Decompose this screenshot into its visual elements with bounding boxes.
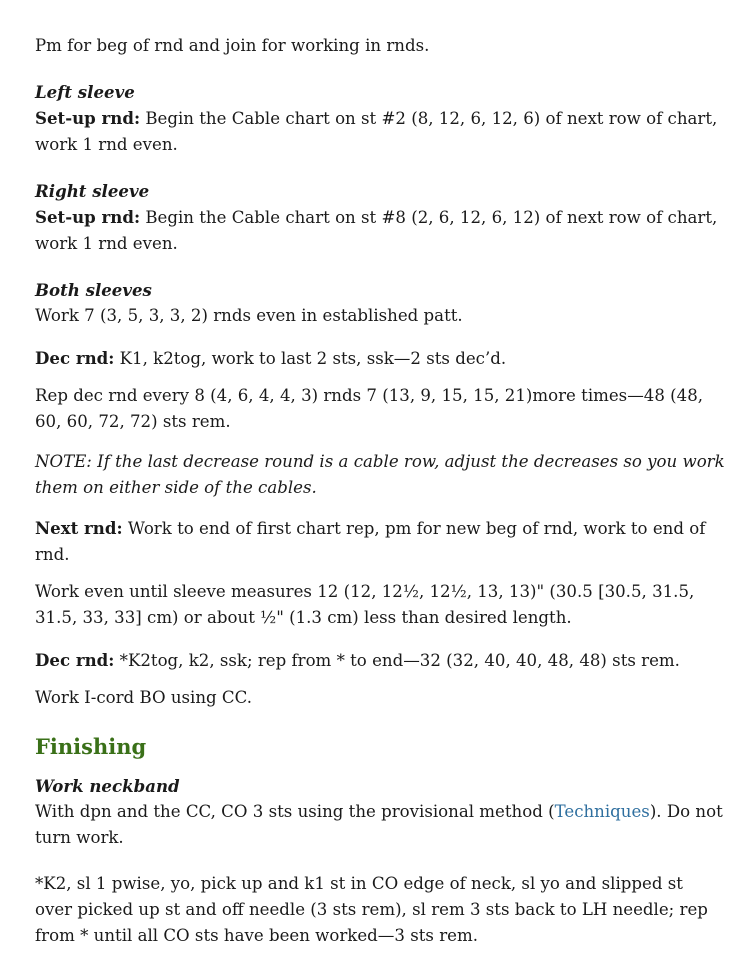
both-sleeves-section: [35, 277, 725, 329]
techniques-link[interactable]: Techniques: [554, 802, 650, 821]
right-sleeve-section: [35, 178, 725, 257]
finishing-heading: Finishing: [35, 734, 147, 759]
both-sleeves-heading: Both sleeves: [35, 280, 152, 300]
right-sleeve-setup: [35, 204, 725, 257]
setup-text: Begin the Cable chart on st #8 (2, 6, 12, 6, 12) of next row of chart, work 1 rnd even.: [35, 208, 718, 253]
both-sleeves-text: Work 7 (3, 5, 3, 3, 2) rnds even in established patt.: [35, 306, 463, 325]
neckband-step-paragraph: *K2, sl 1 pwise, yo, pick up and k1 st in CO edge of neck, sl yo and slipped st over picked up st and off needle (3 sts rem), sl rem 3 sts back to LH needle; rep from * until all CO sts have been worked—3 sts rem.: [35, 874, 708, 945]
neckband-text-before: With dpn and the CC, CO 3 sts using the provisional method (: [35, 802, 555, 821]
neckband-heading: Work neckband: [35, 776, 180, 796]
note-paragraph: NOTE: If the last decrease round is a cable row, adjust the decreases so you work them on either side of the cables.: [35, 452, 725, 497]
dec-rnd-paragraph-2: [35, 647, 725, 674]
setup-label: Set-up rnd:: [35, 108, 141, 128]
document-page: [35, 33, 725, 949]
right-sleeve-heading: Right sleeve: [35, 181, 150, 201]
dec-rnd-text: *K2tog, k2, ssk; rep from * to end—32 (32, 40, 40, 48, 48) sts rem.: [114, 651, 680, 670]
dec-rnd-label: Dec rnd:: [35, 348, 115, 368]
next-rnd-label: Next rnd:: [35, 518, 123, 538]
left-sleeve-heading: Left sleeve: [35, 82, 135, 102]
rep-dec-paragraph: Rep dec rnd every 8 (4, 6, 4, 4, 3) rnds 7 (13, 9, 15, 15, 21)more times—48 (48, 60, 60, 72, 72) sts rem.: [35, 386, 704, 431]
neckband-section: [35, 773, 725, 851]
next-rnd-paragraph: [35, 515, 725, 568]
intro-paragraph: Pm for beg of rnd and join for working in rnds.: [35, 36, 430, 55]
dec-rnd-label: Dec rnd:: [35, 650, 115, 670]
neckband-text-after: ). Do not turn work.: [35, 802, 723, 847]
icord-paragraph: Work I-cord BO using CC.: [35, 688, 253, 707]
dec-rnd-text: K1, k2tog, work to last 2 sts, ssk—2 sts dec’d.: [114, 349, 507, 368]
work-even-paragraph: Work even until sleeve measures 12 (12, 12½, 12½, 13, 13)" (30.5 [30.5, 31.5, 31.5, 33, 33] cm) or about ½" (1.3 cm) less than desired length.: [35, 582, 695, 627]
setup-label: Set-up rnd:: [35, 207, 141, 227]
dec-rnd-paragraph: [35, 345, 725, 372]
setup-text: Begin the Cable chart on st #2 (8, 12, 6, 12, 6) of next row of chart, work 1 rnd even.: [35, 109, 718, 154]
next-rnd-text: Work to end of first chart rep, pm for new beg of rnd, work to end of rnd.: [35, 519, 706, 564]
neckband-paragraph: [35, 799, 725, 851]
left-sleeve-section: [35, 79, 725, 158]
left-sleeve-setup: [35, 105, 725, 158]
